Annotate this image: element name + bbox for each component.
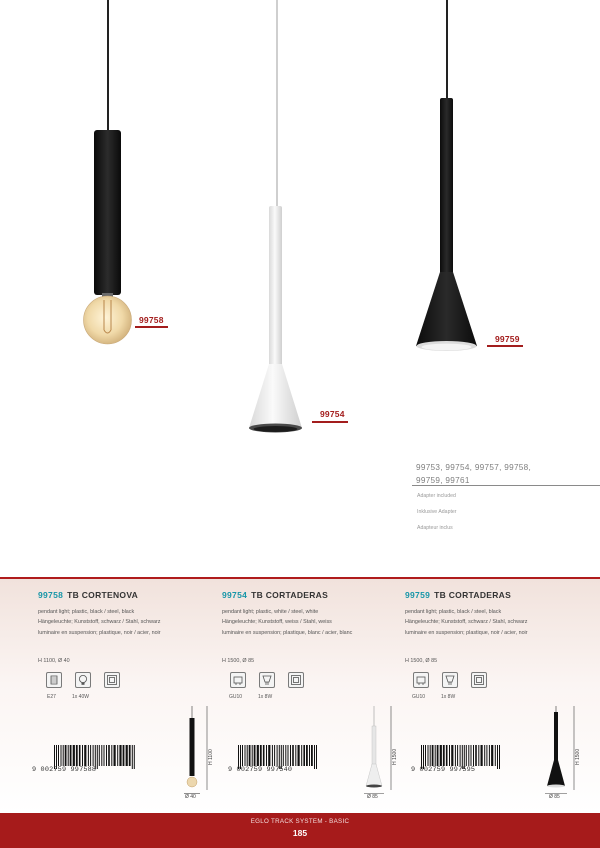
- barcode-bar: [303, 745, 305, 766]
- barcode-bar: [285, 745, 286, 766]
- description-fr: luminaire en suspension; plastique, noir / acier, noir: [38, 629, 161, 636]
- barcode-bar: [283, 745, 284, 766]
- barcode-bar: [119, 745, 121, 766]
- product-title: [222, 590, 412, 600]
- bulb-label: 1x 8W: [258, 694, 273, 700]
- diameter-dimension: Ø 40: [185, 794, 196, 800]
- bulb-icon: [75, 672, 91, 688]
- bulb-icon: [442, 672, 458, 688]
- barcode-bar: [88, 745, 89, 766]
- barcode-bar: [491, 745, 493, 766]
- barcode-bar: [489, 745, 490, 766]
- barcode-bar: [101, 745, 102, 766]
- barcode-bar: [84, 745, 86, 766]
- compatible-codes: [416, 461, 586, 487]
- barcode-bar: [430, 745, 431, 766]
- barcode-bar: [475, 745, 477, 766]
- description-fr: luminaire en suspension; plastique, blanc / acier, blanc: [222, 629, 353, 636]
- barcode-bar: [460, 745, 461, 766]
- product-code: 99758: [38, 590, 64, 600]
- barcode-bar: [428, 745, 429, 766]
- barcode-bar: [435, 745, 436, 766]
- barcode-bar: [263, 745, 265, 766]
- barcode-bar: [111, 745, 112, 766]
- barcode-bar: [309, 745, 310, 766]
- socket-icon: [413, 672, 429, 688]
- barcode-bar: [58, 745, 59, 766]
- barcode-bar: [497, 745, 498, 769]
- barcode-bar: [249, 745, 251, 766]
- barcode-bar: [90, 745, 91, 766]
- barcode-bar: [437, 745, 439, 766]
- socket-label: GU10: [412, 694, 426, 700]
- lamp-99754-cord: [276, 0, 278, 210]
- barcode-bar: [106, 745, 107, 766]
- barcode-bar: [314, 745, 315, 769]
- barcode-bar: [68, 745, 69, 766]
- barcode-bar: [97, 745, 98, 769]
- barcode-bar: [295, 745, 296, 766]
- barcode-bar: [70, 745, 72, 766]
- barcode-bar: [466, 745, 467, 766]
- info-divider: [412, 485, 600, 486]
- socket-label: E27: [47, 694, 56, 700]
- barcode-bar: [440, 745, 442, 766]
- barcode-bar: [457, 745, 458, 766]
- barcode-bar: [134, 745, 135, 769]
- product-code: 99759: [405, 590, 431, 600]
- barcode-bar: [446, 745, 448, 766]
- barcode-bar: [61, 745, 62, 766]
- product-title: [38, 590, 228, 600]
- product-description: [222, 607, 412, 638]
- barcode-bar: [499, 745, 500, 769]
- barcode-bar: [455, 745, 456, 766]
- barcode-bar: [298, 745, 300, 766]
- description-fr: luminaire en suspension; plastique, noir / acier, noir: [405, 629, 528, 636]
- height-dimension: H 1100: [208, 749, 214, 765]
- lamp-99754-image: [245, 206, 307, 438]
- barcode-bar: [481, 745, 483, 766]
- product-name: TB CORTADERAS: [434, 590, 512, 600]
- description-en: pendant light; plastic, black / steel, black: [38, 609, 135, 615]
- barcode-bar: [290, 745, 291, 766]
- barcode-bar: [93, 745, 94, 766]
- barcode-bar: [478, 745, 479, 766]
- description-en: pendant light; plastic, black / steel, black: [405, 609, 502, 615]
- adapter-note-fr: Adapteur inclus: [417, 525, 453, 531]
- footer-bar: [0, 813, 600, 848]
- barcode-bar: [311, 745, 313, 766]
- product-code: 99754: [222, 590, 248, 600]
- barcode-number: 9 002759 997595: [411, 766, 476, 774]
- barcode-bar: [257, 745, 259, 766]
- adapter-note-de: Inklusive Adapter: [417, 509, 457, 515]
- barcode-bar: [484, 745, 485, 766]
- barcode-bar: [65, 745, 67, 766]
- barcode-bar: [114, 745, 116, 766]
- height-dimension: H 1500: [392, 748, 398, 765]
- barcode-number: 9 002759 997588: [32, 766, 97, 774]
- product-name: TB CORTADERAS: [251, 590, 329, 600]
- barcode-bar: [277, 745, 278, 766]
- barcode-bar: [254, 745, 256, 766]
- description-en: pendant light; plastic, white / steel, white: [222, 609, 319, 615]
- barcode-bar: [73, 745, 75, 766]
- barcode-bar: [451, 745, 453, 766]
- barcode-bar: [63, 745, 64, 766]
- barcode-bar: [108, 745, 110, 766]
- protection-class-icon: [104, 672, 120, 688]
- lamp-99759-cord: [446, 0, 448, 102]
- tag-99758-underline: [135, 326, 168, 328]
- barcode-bar: [272, 745, 273, 766]
- barcode-number: 9 002759 997540: [228, 766, 293, 774]
- socket-label: GU10: [229, 694, 243, 700]
- diameter-dimension: Ø 85: [549, 794, 560, 800]
- barcode-bar: [247, 745, 248, 766]
- adapter-note-en: Adapter included: [417, 493, 456, 499]
- barcode-bar: [123, 745, 125, 766]
- barcode-bar: [129, 745, 131, 766]
- socket-icon: [230, 672, 246, 688]
- barcode-bar: [274, 745, 275, 766]
- protection-class-icon: [288, 672, 304, 688]
- thumbnail-99754: [364, 706, 384, 790]
- barcode-bar: [252, 745, 253, 766]
- barcode-bar: [266, 745, 267, 766]
- description-de: Hängeleuchte; Kunststoff, weiss / Stahl, weiss: [222, 619, 332, 626]
- bulb-icon: [259, 672, 275, 688]
- barcode-bar: [301, 745, 302, 766]
- product-dimensions: H 1100, Ø 40: [38, 658, 70, 664]
- barcode-bar: [117, 745, 118, 766]
- tag-99754: 99754: [320, 409, 345, 419]
- tag-99758: 99758: [139, 315, 164, 325]
- product-column-99758: [32, 590, 228, 800]
- product-title: [405, 590, 595, 600]
- bulb-label: 1x 8W: [441, 694, 456, 700]
- barcode-bar: [471, 745, 472, 766]
- barcode-bar: [82, 745, 83, 766]
- product-dimensions: H 1500, Ø 85: [405, 658, 438, 664]
- tag-99754-underline: [312, 421, 348, 423]
- product-dimensions: H 1500, Ø 85: [222, 658, 255, 664]
- footer-title: EGLO TRACK SYSTEM - BASIC: [250, 818, 350, 825]
- thumbnail-99758: [184, 706, 200, 790]
- barcode-bar: [495, 745, 496, 766]
- description-de: Hängeleuchte; Kunststoff, schwarz / Stahl, schwarz: [38, 619, 161, 626]
- barcode-bar: [443, 745, 445, 766]
- barcode-bar: [268, 745, 270, 766]
- product-name: TB CORTENOVA: [67, 590, 139, 600]
- barcode-bar: [306, 745, 308, 766]
- barcode-bar: [486, 745, 487, 766]
- product-description: [38, 607, 228, 638]
- barcode-bar: [316, 745, 317, 769]
- tag-99759-underline: [487, 345, 523, 347]
- height-dimension-line: [205, 706, 209, 790]
- barcode-bar: [245, 745, 246, 766]
- barcode-bar: [104, 745, 105, 766]
- page-number: 185: [292, 828, 308, 838]
- height-dimension: H 1500: [575, 748, 581, 765]
- lamp-99758-cord: [107, 0, 109, 135]
- barcode-bar: [288, 745, 289, 766]
- barcode-bar: [425, 745, 426, 766]
- thumbnail-99759: [545, 706, 567, 790]
- barcode-bar: [432, 745, 434, 766]
- barcode-bar: [76, 745, 78, 766]
- product-column-99759: [405, 590, 595, 800]
- lamp-99759-image: [414, 98, 480, 356]
- barcode-bar: [473, 745, 474, 766]
- barcode-bar: [468, 745, 469, 766]
- barcode-bar: [79, 745, 81, 766]
- tag-99759: 99759: [495, 334, 520, 344]
- barcode-bar: [449, 745, 450, 766]
- diameter-dimension: Ø 85: [367, 794, 378, 800]
- product-column-99754: [222, 590, 412, 800]
- barcode-bar: [126, 745, 128, 766]
- barcode-bar: [132, 745, 133, 769]
- lamp-99758-image: [78, 130, 138, 348]
- description-de: Hängeleuchte; Kunststoff, schwarz / Stahl, schwarz: [405, 619, 528, 626]
- protection-class-icon: [471, 672, 487, 688]
- compatible-codes-line2: 99759, 99761: [416, 476, 470, 485]
- compatible-codes-line1: 99753, 99754, 99757, 99758,: [416, 463, 532, 472]
- product-description: [405, 607, 595, 638]
- barcode-bar: [260, 745, 262, 766]
- barcode-bar: [242, 745, 243, 766]
- barcode-bar: [99, 745, 100, 766]
- barcode-bar: [292, 745, 294, 766]
- socket-icon: [46, 672, 62, 688]
- bulb-label: 1x 40W: [72, 694, 89, 700]
